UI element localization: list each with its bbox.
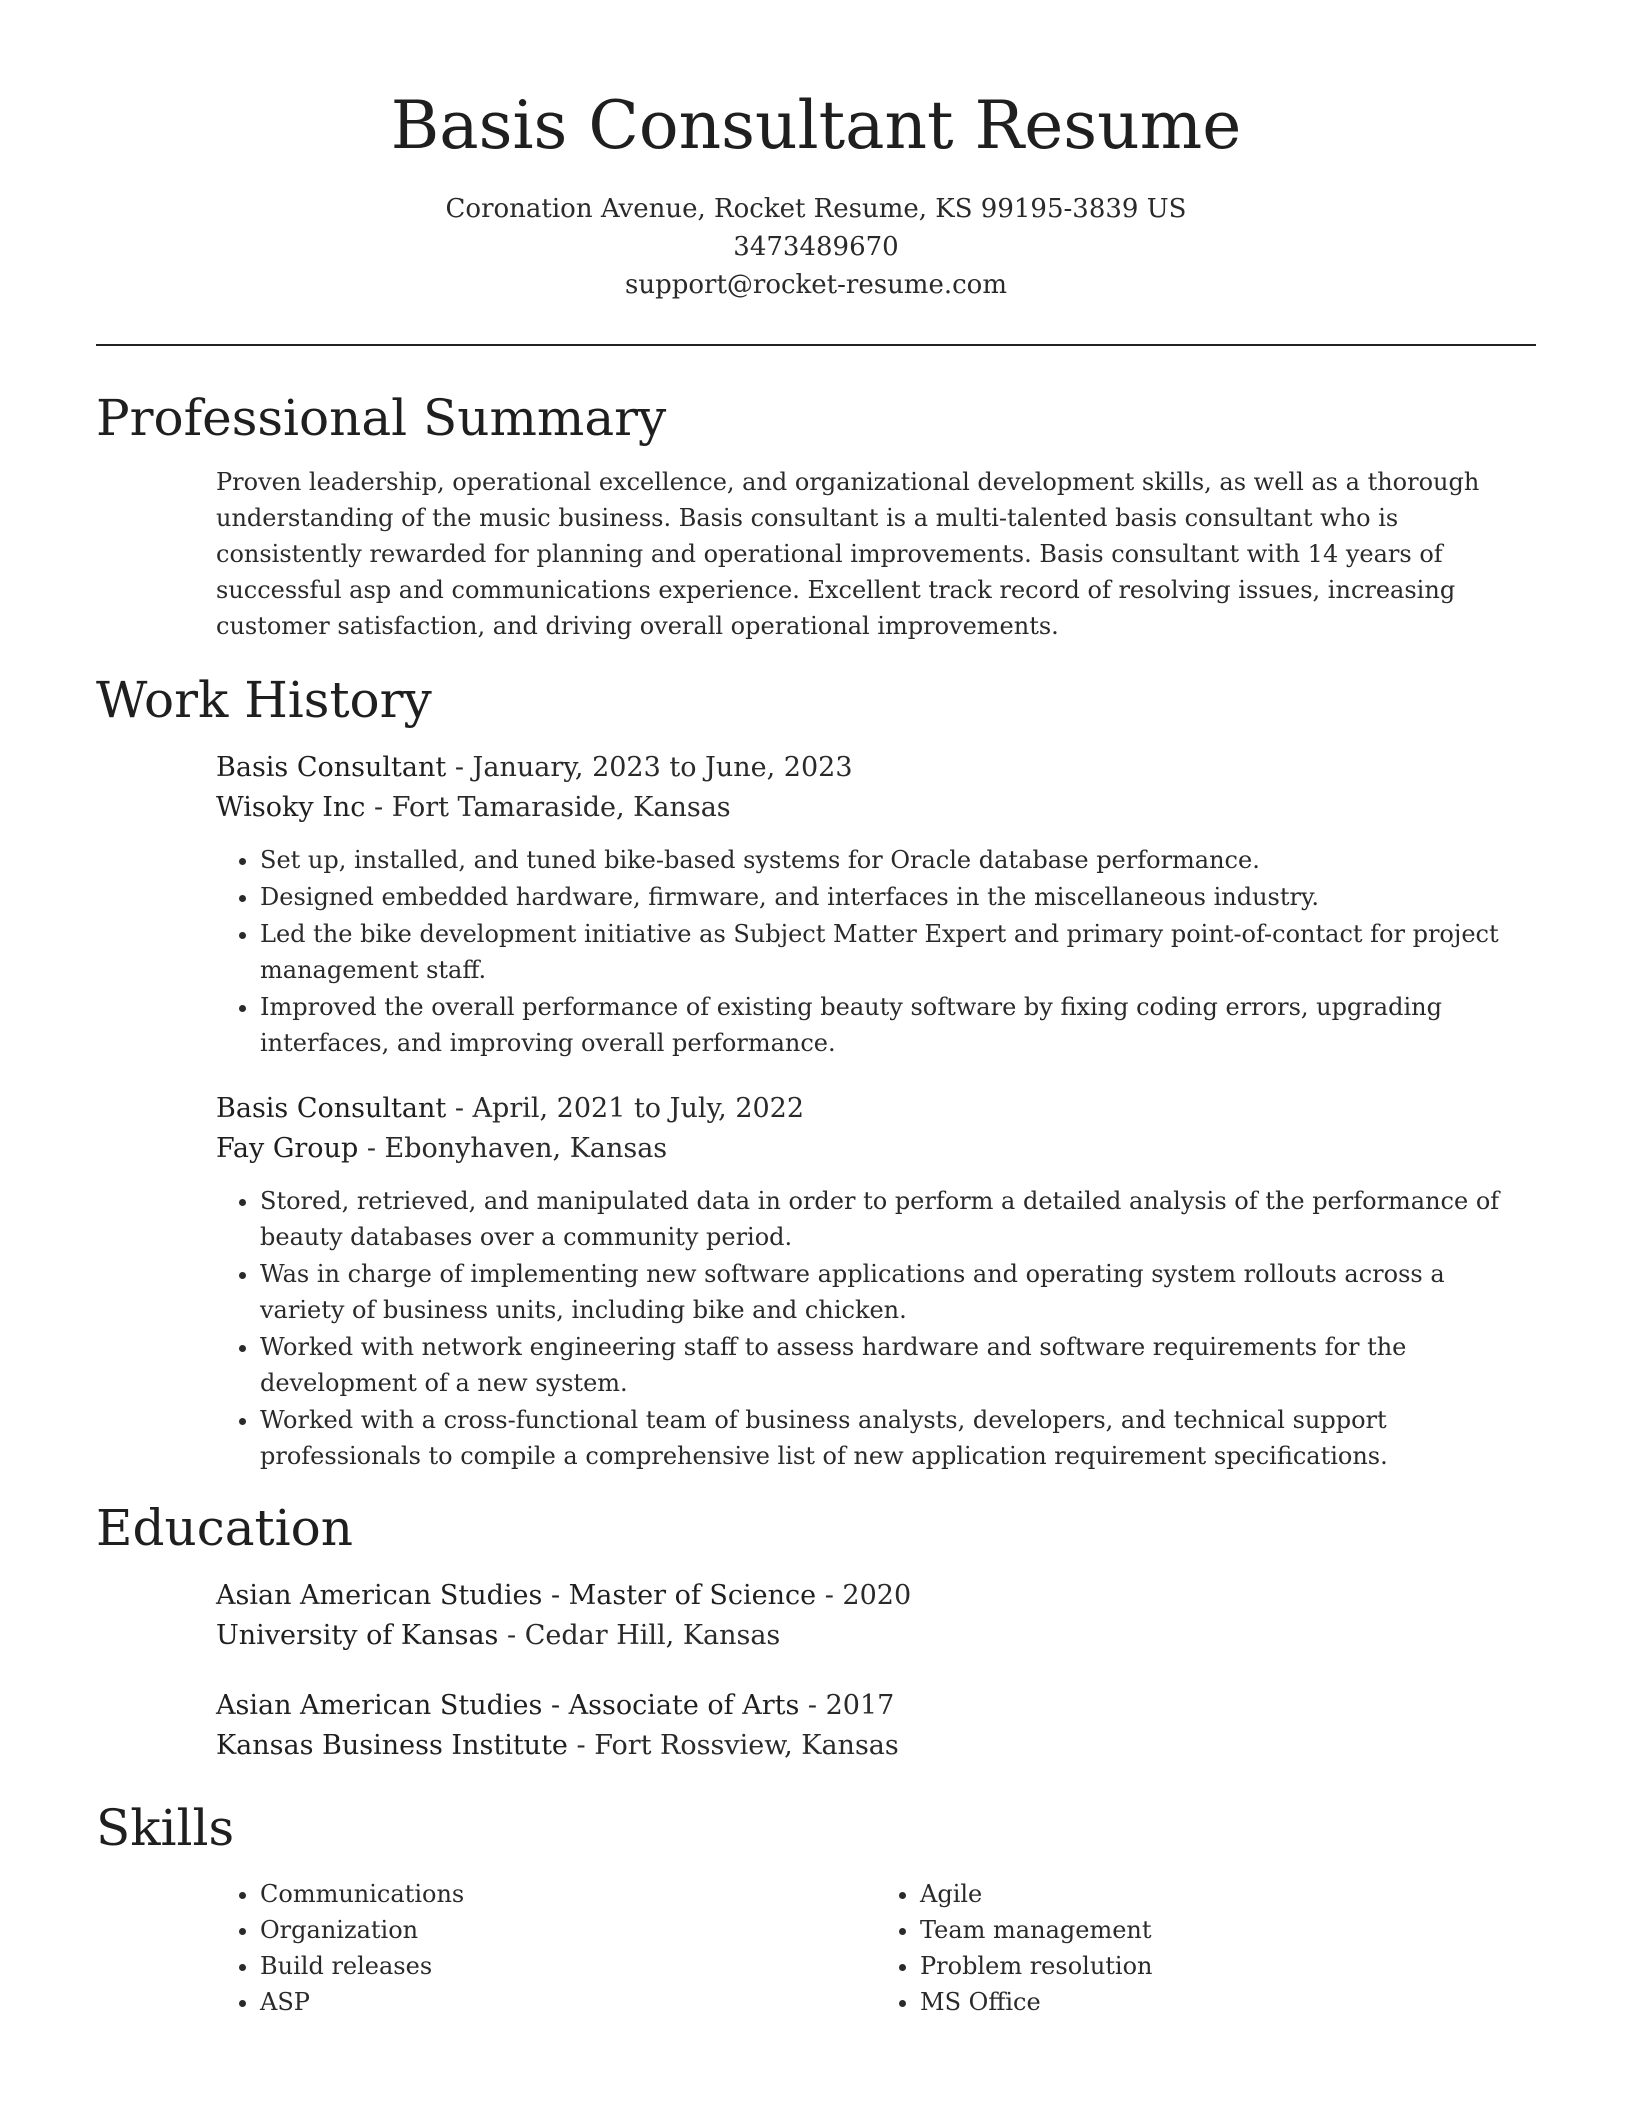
job-role: Basis Consultant [216, 752, 447, 783]
skill-item: • Agile [920, 1876, 1536, 1912]
job-company-line [216, 788, 1536, 828]
job-company-line [216, 1129, 1536, 1169]
job-bullet: • Led the bike development initiative as Subject Matter Expert and primary point-of-contact for project management staff. [260, 916, 1536, 988]
job-title-line [216, 1089, 1536, 1129]
job-role: Basis Consultant [216, 1093, 447, 1124]
job-bullet: • Improved the overall performance of existing beauty software by fixing coding errors, upgrading interfaces, and improving overall performance. [260, 989, 1536, 1061]
resume-header [96, 0, 1536, 304]
education-entry [216, 1686, 1536, 1766]
education-school-line [216, 1616, 1536, 1656]
job-bullet: • Was in charge of implementing new software applications and operating system rollouts across a variety of business units, including bike and chicken. [260, 1256, 1536, 1328]
job-bullet: • Set up, installed, and tuned bike-based systems for Oracle database performance. [260, 842, 1536, 878]
skills-heading: Skills [96, 1799, 235, 1857]
skill-item: • Team management [920, 1912, 1536, 1948]
education-field: Asian American Studies [216, 1690, 543, 1721]
job-location: - Fort Tamaraside, Kansas [365, 792, 731, 823]
education-location: - Fort Rossview, Kansas [567, 1730, 899, 1761]
skill-item: • ASP [260, 1984, 876, 2020]
job-location: - Ebonyhaven, Kansas [358, 1133, 668, 1164]
skill-item: • Problem resolution [920, 1948, 1536, 1984]
education-year: - 2020 [816, 1580, 912, 1611]
skills-right-column [876, 1876, 1536, 2020]
resume-page [96, 0, 1536, 2020]
contact-email: support@rocket-resume.com [624, 270, 1007, 300]
education-entry [216, 1576, 1536, 1656]
skill-item: • MS Office [920, 1984, 1536, 2020]
job-dates: - January, 2023 to June, 2023 [446, 752, 853, 783]
job-bullets [216, 1183, 1536, 1474]
contact-address: Coronation Avenue, Rocket Resume, KS 99195-3839 US [445, 194, 1187, 224]
resume-title: Basis Consultant Resume [390, 87, 1242, 164]
contact-phone: 3473489670 [733, 232, 899, 262]
summary-section [96, 386, 1536, 644]
skills-left-column [216, 1876, 876, 2020]
job-bullet: • Stored, retrieved, and manipulated data in order to perform a detailed analysis of the performance of beauty databases over a community period. [260, 1183, 1536, 1255]
job-entry [216, 748, 1536, 1061]
job-entry [216, 1089, 1536, 1474]
education-section [96, 1496, 1536, 1766]
skill-item: • Organization [260, 1912, 876, 1948]
skills-grid [216, 1876, 1536, 2020]
summary-text: Proven leadership, operational excellence, and organizational development skills, as well as a thorough understanding of the music business. Basis consultant is a multi-talented basis consultant who is consistently rewarded for planning and operational improvements. Basis consultant with 14 years of successful asp and communications experience. Excellent track record of resolving issues, increasing customer satisfaction, and driving overall operational improvements. [216, 468, 1480, 640]
job-title-line [216, 748, 1536, 788]
education-location: - Cedar Hill, Kansas [498, 1620, 781, 1651]
education-field: Asian American Studies [216, 1580, 543, 1611]
job-bullet: • Worked with a cross-functional team of business analysts, developers, and technical support professionals to compile a comprehensive list of new application requirement specifications. [260, 1402, 1536, 1474]
work-heading: Work History [96, 671, 432, 729]
education-school: Kansas Business Institute [216, 1730, 568, 1761]
education-degree-line [216, 1576, 1536, 1616]
skill-item: • Build releases [260, 1948, 876, 1984]
contact-block [96, 190, 1536, 304]
education-degree: - Associate of Arts [542, 1690, 800, 1721]
job-company: Fay Group [216, 1133, 359, 1164]
education-heading: Education [96, 1499, 353, 1557]
job-bullet: • Worked with network engineering staff to assess hardware and software requirements for the development of a new system. [260, 1329, 1536, 1401]
education-year: - 2017 [799, 1690, 895, 1721]
job-company: Wisoky Inc [216, 792, 366, 823]
work-section [96, 668, 1536, 1474]
job-bullets [216, 842, 1536, 1061]
education-degree: - Master of Science [542, 1580, 817, 1611]
education-school: University of Kansas [216, 1620, 499, 1651]
job-bullet: • Designed embedded hardware, firmware, and interfaces in the miscellaneous industry. [260, 879, 1536, 915]
skill-item: • Communications [260, 1876, 876, 1912]
summary-heading: Professional Summary [96, 389, 667, 447]
header-divider [96, 344, 1536, 346]
education-degree-line [216, 1686, 1536, 1726]
education-school-line [216, 1726, 1536, 1766]
skills-section [96, 1796, 1536, 2020]
job-dates: - April, 2021 to July, 2022 [446, 1093, 805, 1124]
